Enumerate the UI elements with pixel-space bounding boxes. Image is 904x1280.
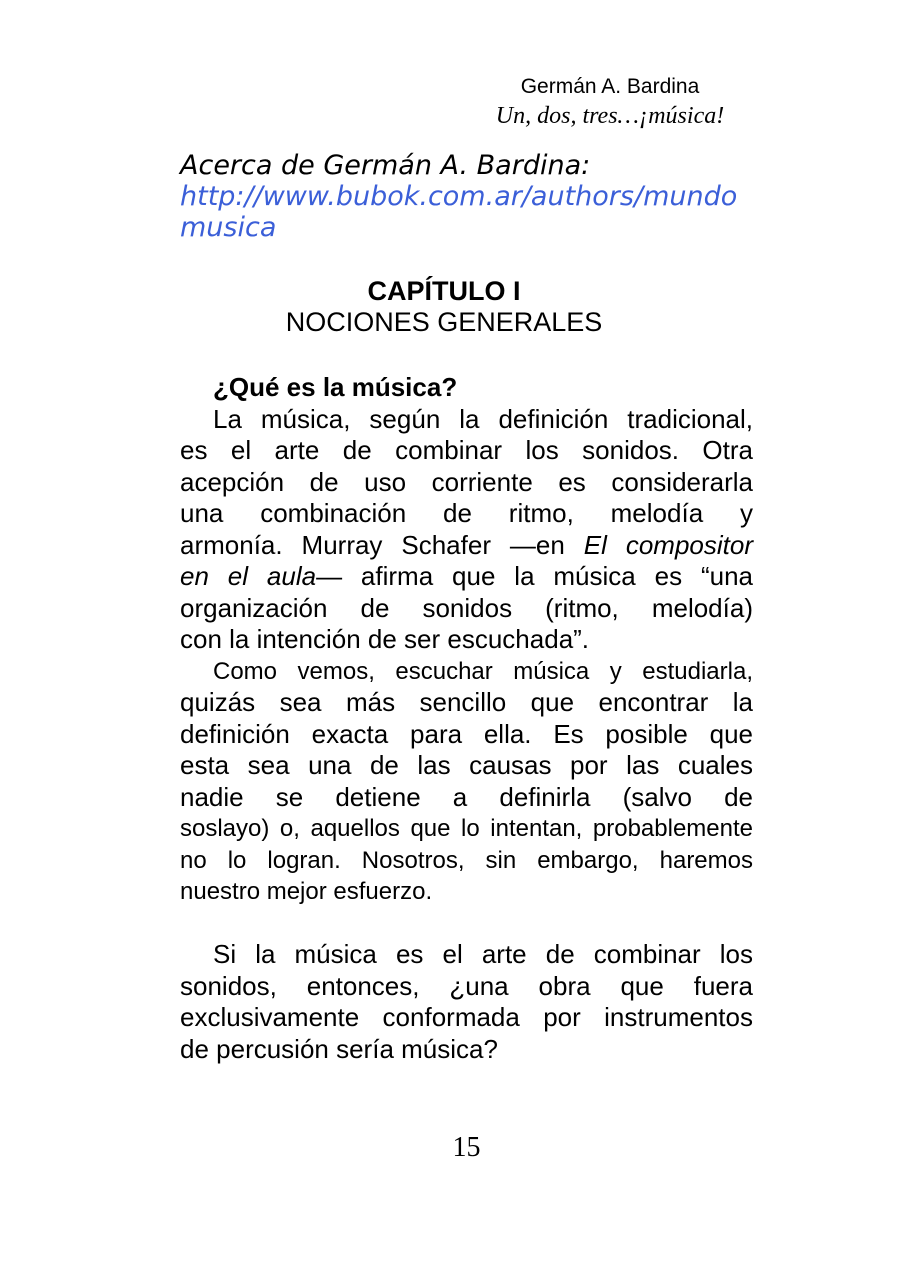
paragraph-spacer: [180, 908, 753, 940]
running-head: [408, 72, 812, 131]
author-link-line-1[interactable]: http://www.bubok.com.ar/authors/mundo: [180, 181, 738, 212]
text-line: soslayo) o, aquellos que lo intentan, probablemente: [180, 815, 753, 842]
italic-text: en el aula: [180, 561, 317, 591]
text-line: de percusión sería música?: [180, 1033, 498, 1064]
text-line: no lo logran. Nosotros, sin embargo, haremos: [180, 846, 753, 874]
italic-text: El compositor: [583, 529, 753, 560]
body-text: [180, 372, 753, 1065]
running-head-book-title: Un, dos, tres…¡música!: [495, 103, 725, 129]
text-line: esta sea una de las causas por las cuales: [180, 750, 753, 780]
text-line: sonidos, entonces, ¿una obra que fuera: [180, 970, 753, 1001]
about-author-label: Acerca de Germán A. Bardina:: [180, 150, 591, 181]
text-line: es el arte de combinar los sonidos. Otra: [180, 435, 753, 465]
text-line: exclusivamente conformada por instrumentos: [180, 1002, 753, 1032]
running-head-author: Germán A. Bardina: [520, 75, 700, 98]
text-line: en el aula— afirma que la música es “una: [180, 561, 753, 591]
text-line: armonía. Murray Schafer —en El compositor: [180, 529, 753, 560]
section-heading: ¿Qué es la música?: [213, 372, 458, 402]
text-line: La música, según la definición tradicional,: [213, 403, 753, 434]
author-link-line-2[interactable]: musica: [180, 212, 277, 243]
text-line: nadie se detiene a definirla (salvo de: [180, 781, 753, 812]
text-line: con la intención de ser escuchada”.: [180, 624, 590, 654]
paragraph: [180, 656, 753, 908]
about-author-block: [180, 150, 737, 243]
chapter-title: CAPÍTULO I: [367, 276, 521, 306]
text-line: una combinación de ritmo, melodía y: [180, 498, 753, 528]
text-line: acepción de uso corriente es considerarla: [180, 466, 753, 497]
chapter-subtitle: NOCIONES GENERALES: [285, 307, 603, 337]
text-line: nuestro mejor esfuerzo.: [180, 878, 433, 905]
text-line: Como vemos, escuchar música y estudiarla,: [213, 657, 753, 685]
paragraph: [180, 939, 753, 1065]
chapter-heading-block: [180, 276, 753, 338]
page-number: 15: [452, 1132, 481, 1163]
text-line: organización de sonidos (ritmo, melodía): [180, 592, 753, 623]
text-line: definición exacta para ella. Es posible que: [180, 718, 753, 749]
text-line: Si la música es el arte de combinar los: [213, 939, 753, 969]
text-line: quizás sea más sencillo que encontrar la: [180, 687, 753, 717]
paragraphs-container: [180, 404, 753, 1066]
paragraph: [180, 404, 753, 656]
